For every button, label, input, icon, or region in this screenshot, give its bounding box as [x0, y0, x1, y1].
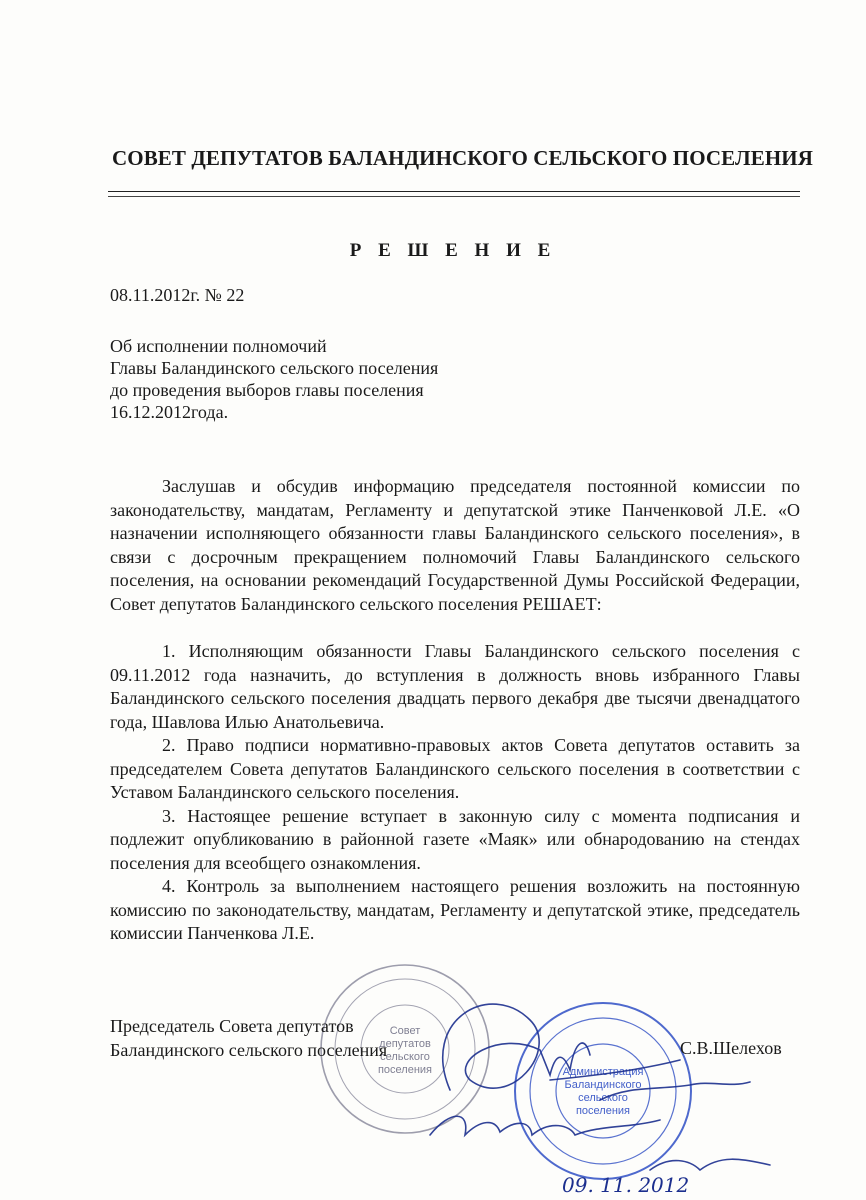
subject-line: до проведения выборов главы поселения: [110, 380, 424, 400]
handwritten-signature: [300, 960, 866, 1200]
decision-item: 1. Исполняющим обязанности Главы Баландинского сельского поселения с 09.11.2012 года назначить, до вступления в должность вновь избранного Главы Баландинского сельского поселения двадцать первого декабря две тысячи двенадцатого года, Шавлова Илью Анатольевича.: [110, 641, 800, 732]
stamp-right-line: поселения: [575, 1105, 631, 1117]
signer-title: Председатель Совета депутатов: [110, 1016, 354, 1036]
decision-item: 3. Настоящее решение вступает в законную силу с момента подписания и подлежит опубликованию в районной газете «Маяк» или обнародованию на стендах поселения для всеобщего ознакомления.: [110, 805, 800, 873]
stamp-right-line: Баландинского: [564, 1079, 642, 1091]
stamp-left-line: депутатов: [379, 1038, 431, 1050]
subject-line: Главы Баландинского сельского поселения: [110, 358, 439, 378]
document-type: Р Е Ш Е Н И Е: [349, 240, 557, 261]
decision-item: 4. Контроль за выполнением настоящего решения возложить на постоянную комиссию по законодательству, мандатам, Регламенту и депутатской этике, председатель комиссии Панченкова Л.Е.: [110, 876, 800, 943]
preamble-paragraph: Заслушав и обсудив информацию председателя постоянной комиссии по законодательству, мандатам, Регламенту и депутатской этике Панченковой Л.Е. «О назначении исполняющего обязанности главы Баландинского сельского поселения», в связи с досрочным прекращением полномочий Главы Баландинского сельского поселения, на основании рекомендаций Государственной Думы Российской Федерации, Совет депутатов Баландинского сельского поселения РЕШАЕТ:: [110, 476, 800, 614]
decision-body: [110, 475, 800, 946]
subject-line: Об исполнении полномочий: [110, 336, 327, 356]
signer-name: С.В.Шелехов: [680, 1038, 782, 1058]
stamp-right-line: Администрация: [562, 1066, 644, 1078]
header-rule: [108, 191, 800, 192]
stamp-left-line: сельского: [380, 1051, 430, 1063]
subject-line: 16.12.2012года.: [110, 402, 229, 422]
stamp-left-line: поселения: [377, 1064, 433, 1076]
organization-title: СОВЕТ ДЕПУТАТОВ БАЛАНДИНСКОГО СЕЛЬСКОГО ПОСЕЛЕНИЯ: [112, 146, 813, 170]
handwritten-date: 09. 11. 2012: [562, 1173, 690, 1197]
stamp-right-line: сельского: [578, 1092, 628, 1104]
date-number: 08.11.2012г. № 22: [110, 285, 245, 305]
subject-block: [110, 335, 438, 423]
decision-item: 2. Право подписи нормативно-правовых актов Совета депутатов оставить за председателем Совета депутатов Баландинского сельского поселения в соответствии с Уставом Баландинского сельского поселения.: [110, 735, 800, 802]
stamp-left-line: Совет: [389, 1025, 421, 1037]
signer-title: Баландинского сельского поселения: [110, 1040, 388, 1060]
header-rule-thin: [108, 196, 800, 197]
